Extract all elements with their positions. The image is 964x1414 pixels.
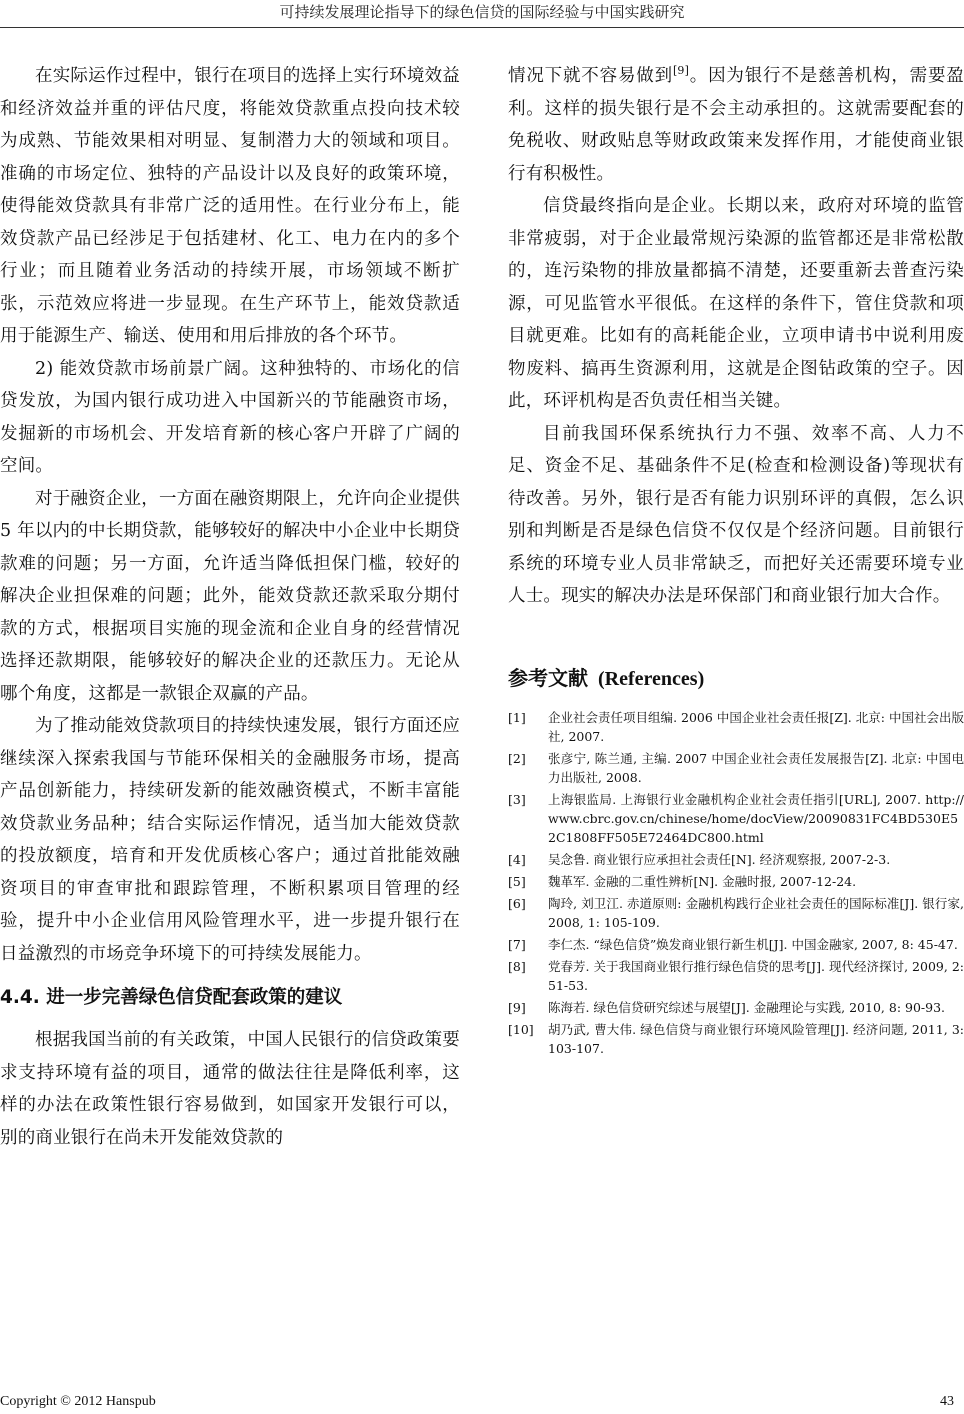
reference-item [508, 749, 964, 787]
references-heading-en: (References) [598, 667, 705, 690]
reference-number: [8] [508, 958, 526, 974]
reference-number: [1] [508, 709, 526, 725]
body-paragraph: 2) 能效贷款市场前景广阔。这种独特的、市场化的信贷发放，为国内银行成功进入中国新兴的节能融资市场，发掘新的市场机会、开发培育新的核心客户开辟了广阔的空间。 [0, 358, 460, 476]
reference-text: 胡乃武, 曹大伟. 绿色信贷与商业银行环境风险管理[J]. 经济问题, 2011, 3: 103-107. [548, 1021, 964, 1056]
page-number: 43 [940, 1394, 954, 1409]
reference-text: 党春芳. 关于我国商业银行推行绿色信贷的思考[J]. 现代经济探讨, 2009, 2: 51-53. [548, 958, 964, 993]
reference-text: 上海银监局. 上海银行业金融机构企业社会责任指引[URL], 2007. http://www.cbrc.gov.cn/chinese/home/docView/20090831FC4BD530E52C1808FF505E72464DC800.html [548, 791, 964, 845]
body-paragraph: 为了推动能效贷款项目的持续快速发展，银行方面还应继续深入探索我国与节能环保相关的金融服务市场，提高产品创新能力，持续研发新的能效融资模式，不断丰富能效贷款业务品种；结合实际运作情况，适当加大能效贷款的投放额度，培育和开发优质核心客户；通过首批能效融资项目的审查审批和跟踪管理，不断积累项目管理的经验，提升中小企业信用风险管理水平，进一步提升银行在日益激烈的市场竞争环境下的可持续发展能力。 [0, 716, 460, 964]
reference-text: 吴念鲁. 商业银行应承担社会责任[N]. 经济观察报, 2007-2-3. [548, 851, 891, 867]
reference-text: 陈海若. 绿色信贷研究综述与展望[J]. 金融理论与实践, 2010, 8: 90-93. [548, 999, 946, 1015]
reference-number: [6] [508, 895, 526, 911]
reference-number: [2] [508, 750, 526, 766]
continuation-rest: 。因为银行不是慈善机构，需要盈利。这样的损失银行是不会主动承担的。这就需要配套的免税收、财政贴息等财政政策来发挥作用，才能使商业银行有积极性。 [508, 66, 964, 184]
reference-item [508, 850, 964, 869]
citation-link[interactable]: [9] [672, 64, 690, 78]
reference-item [508, 708, 964, 746]
reference-number: [9] [508, 999, 526, 1015]
reference-item [508, 935, 964, 954]
right-column [508, 60, 964, 1061]
reference-number: [7] [508, 936, 526, 952]
reference-text: 魏革军. 金融的二重性辨析[N]. 金融时报, 2007-12-24. [548, 873, 857, 889]
continuation-paragraph [508, 60, 964, 190]
reference-number: [5] [508, 873, 526, 889]
reference-number: [4] [508, 851, 526, 867]
body-paragraph: 对于融资企业，一方面在融资期限上，允许向企业提供 5 年以内的中长期贷款，能够较好的解决中小企业中长期贷款难的问题；另一方面，允许适当降低担保门槛，较好的解决企业担保难的问题；此外，能效贷款还款采取分期付款的方式，根据项目实施的现金流和企业自身的经营情况选择还款期限，能够较好的解决企业的还款压力。无论从哪个角度，这都是一款银企双赢的产品。 [0, 488, 460, 704]
header-rule [0, 27, 964, 28]
reference-text: 张彦宁, 陈兰通, 主编. 2007 中国企业社会责任发展报告[Z]. 北京: 中国电力出版社, 2008. [548, 750, 964, 785]
references-heading-cn: 参考文献 [508, 665, 588, 690]
left-column [0, 60, 460, 1154]
body-paragraph: 目前我国环保系统执行力不强、效率不高、人力不足、资金不足、基础条件不足(检查和检测设备)等现状有待改善。另外，银行是否有能力识别环评的真假，怎么识别和判断是否是绿色信贷不仅仅是个经济问题。目前银行系统的环境专业人员非常缺乏，而把好关还需要环境专业人士。现实的解决办法是环保部门和商业银行加大合作。 [508, 423, 964, 606]
reference-item [508, 872, 964, 891]
reference-list [508, 708, 964, 1058]
reference-number: [10] [508, 1021, 534, 1037]
body-paragraph: 信贷最终指向是企业。长期以来，政府对环境的监管非常疲弱，对于企业最常规污染源的监管都还是非常松散的，连污染物的排放量都搞不清楚，还要重新去普查污染源，可见监管水平很低。在这样的条件下，管住贷款和项目就更难。比如有的高耗能企业，立项申请书中说利用废物废料、搞再生资源利用，这就是企图钻政策的空子。因此，环评机构是否负责任相当关键。 [508, 196, 964, 411]
reference-item [508, 894, 964, 932]
references-heading [508, 663, 964, 694]
reference-item [508, 957, 964, 995]
running-title: 可持续发展理论指导下的绿色信贷的国际经验与中国实践研究 [279, 3, 685, 21]
reference-number: [3] [508, 791, 526, 807]
section-heading: 4.4. 进一步完善绿色信贷配套政策的建议 [0, 987, 343, 1008]
reference-item [508, 1020, 964, 1058]
reference-text: 陶玲, 刘卫江. 赤道原则: 金融机构践行企业社会责任的国际标准[J]. 银行家, 2008, 1: 105-109. [548, 895, 964, 930]
continuation-text: 情况下就不容易做到 [508, 66, 673, 86]
body-paragraph: 根据我国当前的有关政策，中国人民银行的信贷政策要求支持环境有益的项目，通常的做法往往是降低利率，这样的办法在政策性银行容易做到，如国家开发银行可以，别的商业银行在尚未开发能效贷款的 [0, 1030, 460, 1148]
reference-item [508, 790, 964, 847]
body-paragraph: 在实际运作过程中，银行在项目的选择上实行环境效益和经济效益并重的评估尺度，将能效贷款重点投向技术较为成熟、节能效果相对明显、复制潜力大的领域和项目。准确的市场定位、独特的产品设计以及良好的政策环境，使得能效贷款具有非常广泛的适用性。在行业分布上，能效贷款产品已经涉足于包括建材、化工、电力在内的多个行业；而且随着业务活动的持续开展，市场领域不断扩张，示范效应将进一步显现。在生产环节上，能效贷款适用于能源生产、输送、使用和用后排放的各个环节。 [0, 66, 460, 346]
reference-text: 李仁杰. “绿色信贷”焕发商业银行新生机[J]. 中国金融家, 2007, 8: 45-47. [548, 936, 958, 952]
reference-item [508, 998, 964, 1017]
reference-text: 企业社会责任项目组编. 2006 中国企业社会责任报[Z]. 北京: 中国社会出版社, 2007. [548, 709, 964, 744]
copyright-footer: Copyright © 2012 Hanspub [0, 1394, 156, 1409]
